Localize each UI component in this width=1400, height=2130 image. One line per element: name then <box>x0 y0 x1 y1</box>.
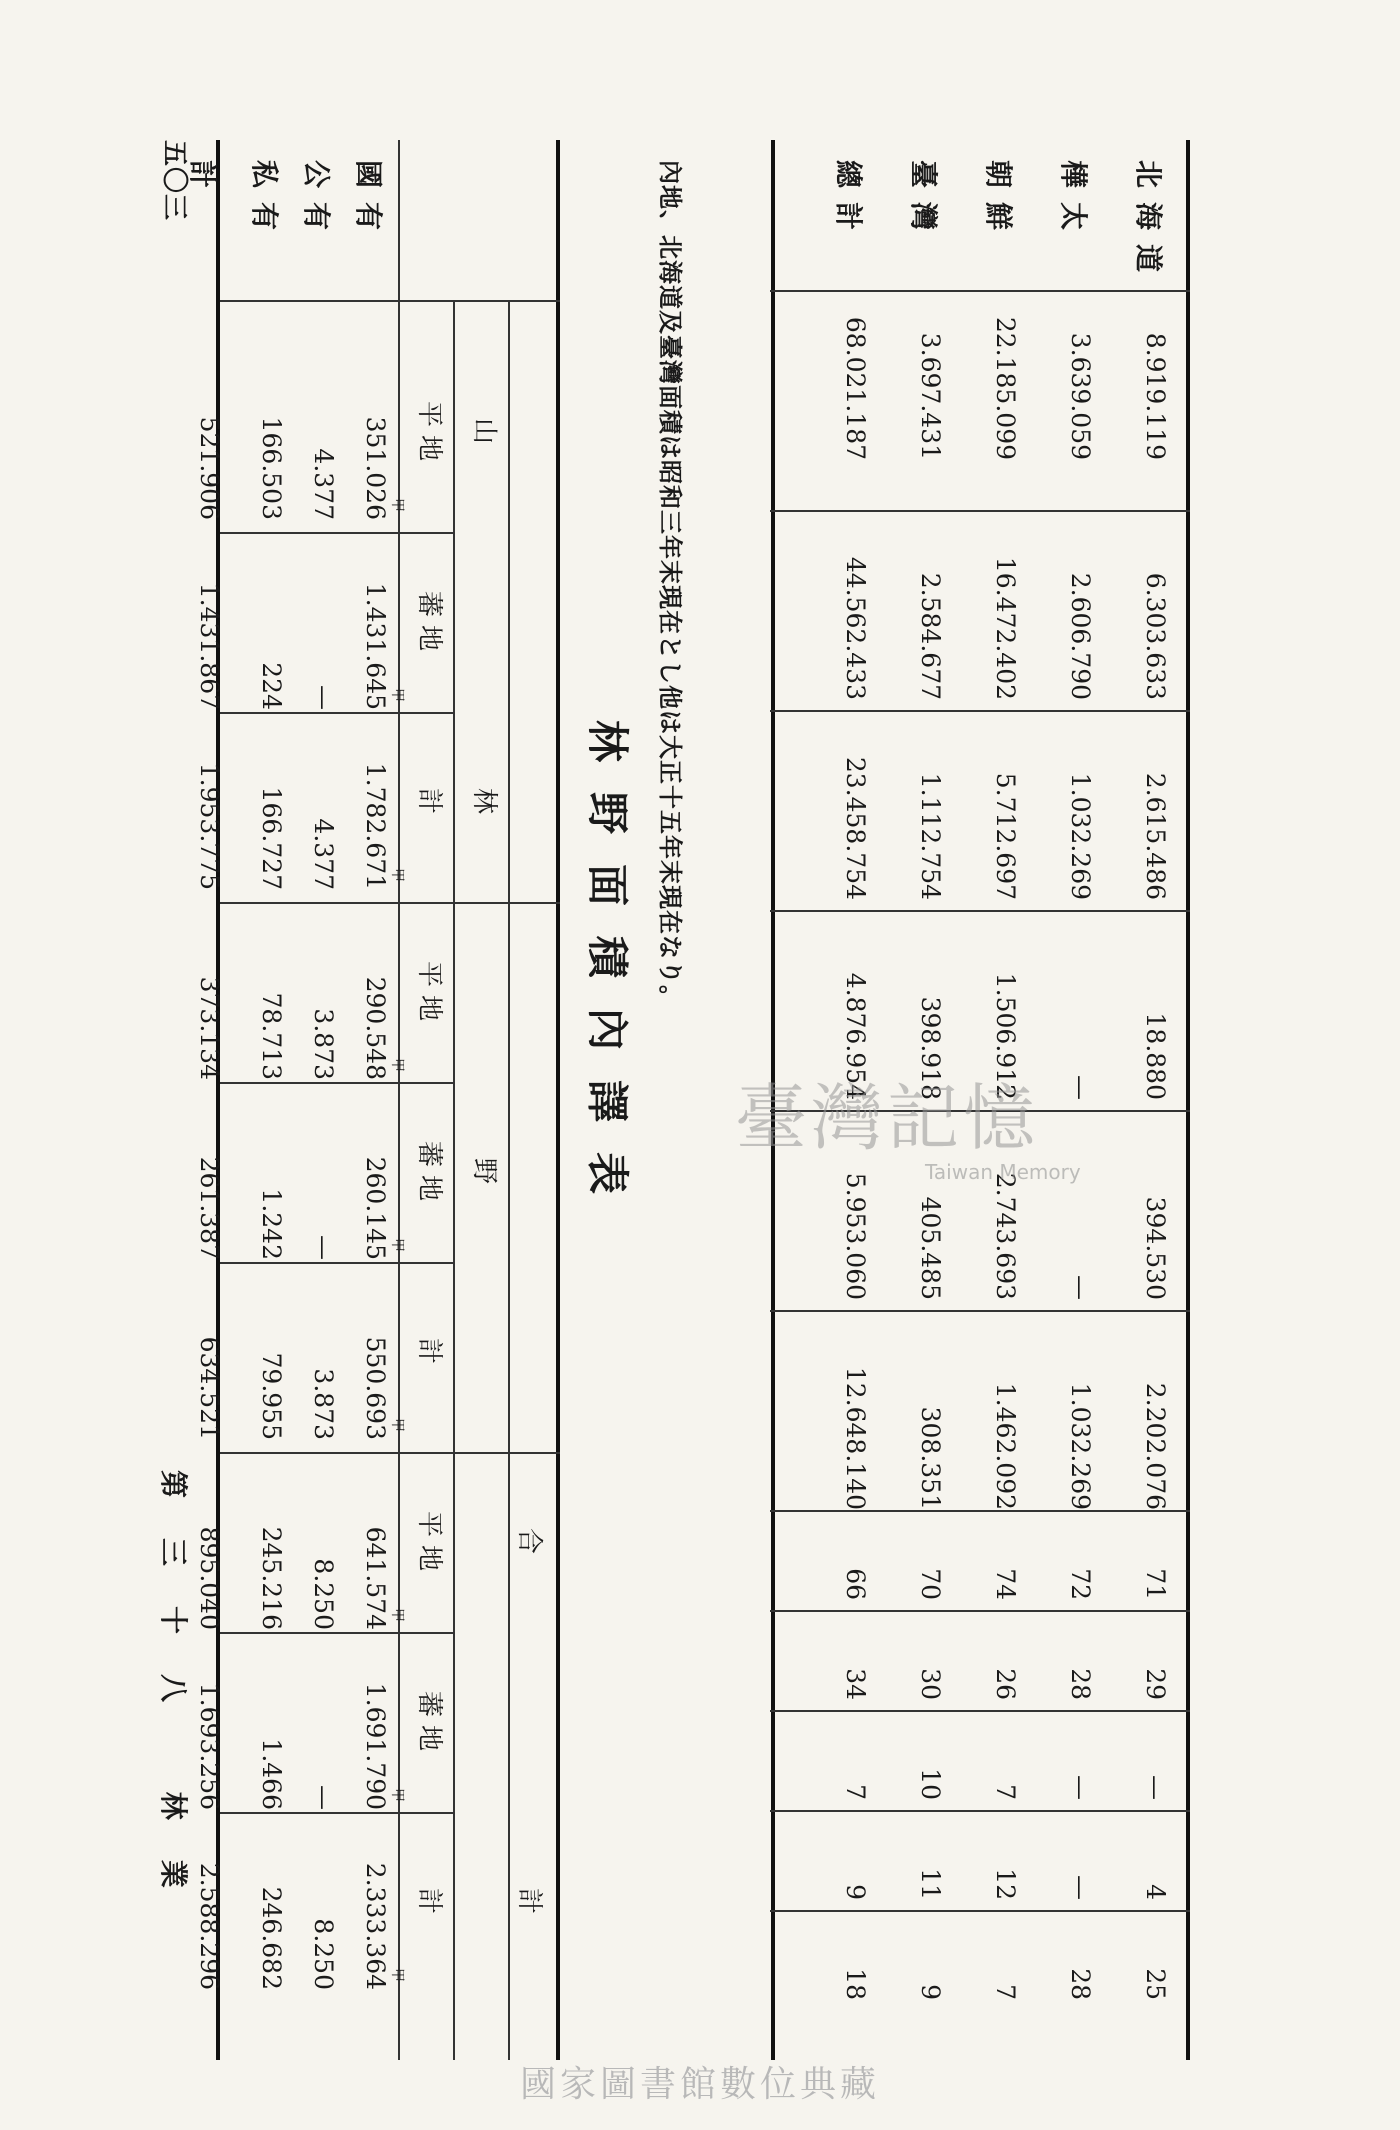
upper-table-note: 內地、北海道及臺灣面積は昭和三年末現在とし他は大正十五年末現在なり。 <box>656 160 685 1010</box>
table-cell: 8.919.119 <box>1141 332 1170 460</box>
table-cell: 224 <box>257 662 286 710</box>
table-cell: 9 <box>916 1984 945 2000</box>
upper-table-divider <box>770 1910 1190 1912</box>
table-cell: 7 <box>991 1784 1020 1800</box>
page-number: 五〇三 <box>159 140 189 222</box>
table-cell: 79.955 <box>257 1352 286 1440</box>
table-cell: 1.782.671 <box>361 762 390 890</box>
table-cell: 290.548 <box>361 976 390 1080</box>
table-cell: 78.713 <box>257 992 286 1080</box>
table-cell: 2.333.364 <box>361 1862 390 1990</box>
table-cell: — <box>309 685 338 710</box>
table-cell: 1.506.912 <box>991 972 1020 1100</box>
table-cell: 28 <box>1066 1968 1095 2000</box>
table-cell: 634.521 <box>195 1336 224 1440</box>
upper-table-divider <box>770 1710 1190 1712</box>
table-cell: 34 <box>841 1668 870 1700</box>
table-cell: 641.574 <box>361 1526 390 1630</box>
table-cell: 1.431.645 <box>361 582 390 710</box>
row-label: 計 <box>186 160 219 203</box>
lower-table-header-rule <box>454 300 456 2060</box>
watermark-subtext: Taiwan Memory <box>925 1160 1081 1184</box>
table-cell: — <box>1066 1775 1095 1800</box>
table-cell: 8.250 <box>309 1918 338 1990</box>
upper-table-divider <box>770 1310 1190 1312</box>
table-cell: 12.648.140 <box>841 1366 870 1510</box>
table-cell: 3.697.431 <box>916 332 945 460</box>
upper-table-divider <box>770 290 1190 292</box>
table-cell: 68.021.187 <box>841 316 870 460</box>
table-cell: 12 <box>991 1868 1020 1900</box>
table-cell: 895.040 <box>195 1526 224 1630</box>
table-cell: 1.032.269 <box>1066 772 1095 900</box>
group-header: 合 <box>514 1527 544 1562</box>
table-cell: 30 <box>916 1668 945 1700</box>
group-header: 林 <box>469 787 499 822</box>
unit-mark: 甲 <box>389 1608 405 1622</box>
table-cell: 246.682 <box>257 1886 286 1990</box>
upper-table-divider <box>770 510 1190 512</box>
table-cell: 70 <box>916 1568 945 1600</box>
lower-table-divider <box>220 1632 455 1634</box>
table-cell: 1.431.867 <box>195 582 224 710</box>
table-cell: 394.530 <box>1141 1196 1170 1300</box>
table-cell: 8.250 <box>309 1558 338 1630</box>
sub-header: 計 <box>414 1337 444 1372</box>
row-label: 朝鮮 <box>982 160 1015 245</box>
table-cell: 44.562.433 <box>841 556 870 700</box>
table-cell: 166.727 <box>257 786 286 890</box>
footer-caption: 國家圖書館數位典藏 <box>519 2064 880 2105</box>
unit-mark: 甲 <box>389 1788 405 1802</box>
table-cell: 550.693 <box>361 1336 390 1440</box>
table-cell: 1.953.775 <box>195 762 224 890</box>
watermark-logo: 臺灣記憶 <box>735 1076 1040 1160</box>
table-cell: 2.202.076 <box>1141 1382 1170 1510</box>
table-cell: 1.462.092 <box>991 1382 1020 1510</box>
row-label: 北海道 <box>1132 160 1165 287</box>
table-cell: — <box>1066 1275 1095 1300</box>
sub-header: 平地 <box>414 400 444 469</box>
table-cell: 3.873 <box>309 1008 338 1080</box>
table-cell: 66 <box>841 1568 870 1600</box>
sub-header: 蕃地 <box>414 1140 444 1209</box>
sub-header: 計 <box>414 787 444 822</box>
table-cell: 2.606.790 <box>1066 572 1095 700</box>
table-cell: 166.503 <box>257 416 286 520</box>
sub-header: 蕃地 <box>414 590 444 659</box>
lower-table-top-rule <box>556 140 560 2060</box>
lower-table-divider <box>220 902 560 904</box>
table-cell: 9 <box>841 1884 870 1900</box>
table-cell: 28 <box>1066 1668 1095 1700</box>
lower-table-header-rule <box>399 140 401 2060</box>
table-cell: 2.588.296 <box>195 1862 224 1990</box>
table-cell: 74 <box>991 1568 1020 1600</box>
table-cell: 2.743.693 <box>991 1172 1020 1300</box>
table-cell: 6.303.633 <box>1141 572 1170 700</box>
table-cell: — <box>1066 1875 1095 1900</box>
unit-mark: 甲 <box>389 1058 405 1072</box>
table-cell: 308.351 <box>916 1406 945 1510</box>
table-cell: 5.953.060 <box>841 1172 870 1300</box>
table-cell: 72 <box>1066 1568 1095 1600</box>
row-label: 樺太 <box>1057 160 1090 245</box>
row-label: 公有 <box>300 160 333 245</box>
table-cell: — <box>309 1785 338 1810</box>
rotated-page <box>110 120 1210 2070</box>
table-cell: 10 <box>916 1768 945 1800</box>
upper-table-divider <box>770 1510 1190 1512</box>
group-header: 計 <box>514 1887 544 1922</box>
table-cell: 18 <box>841 1968 870 2000</box>
table-cell: 1.693.256 <box>195 1682 224 1810</box>
row-label: 國有 <box>352 160 385 245</box>
unit-mark: 甲 <box>389 868 405 882</box>
sub-header: 平地 <box>414 960 444 1029</box>
sub-header: 平地 <box>414 1510 444 1579</box>
chapter-header: 第三十八 林業 <box>157 1470 190 1928</box>
upper-table-divider <box>770 1610 1190 1612</box>
lower-table-title: 林野面積內譯表 <box>583 720 632 1225</box>
table-cell: 2.584.677 <box>916 572 945 700</box>
upper-table-divider <box>770 710 1190 712</box>
sub-header: 計 <box>414 1887 444 1922</box>
table-cell: 71 <box>1141 1568 1170 1600</box>
lower-table-divider <box>220 712 455 714</box>
unit-mark: 甲 <box>389 1968 405 1982</box>
table-cell: 25 <box>1141 1968 1170 2000</box>
table-cell: 261.387 <box>195 1156 224 1260</box>
table-cell: 1.466 <box>257 1738 286 1810</box>
table-cell: 373.134 <box>195 976 224 1080</box>
lower-table-divider <box>220 1262 455 1264</box>
table-cell: 4 <box>1141 1884 1170 1900</box>
table-cell: 4.377 <box>309 818 338 890</box>
group-header: 野 <box>469 1157 499 1192</box>
table-cell: 398.918 <box>916 996 945 1100</box>
table-cell: 11 <box>916 1868 945 1900</box>
group-header: 山 <box>469 417 499 452</box>
lower-table-divider <box>220 1082 455 1084</box>
unit-mark: 甲 <box>389 688 405 702</box>
table-cell: — <box>1066 1075 1095 1100</box>
table-cell: 23.458.754 <box>841 756 870 900</box>
table-cell: 22.185.099 <box>991 316 1020 460</box>
row-label: 私有 <box>248 160 281 245</box>
row-label: 總計 <box>832 160 865 245</box>
lower-table-divider <box>220 532 455 534</box>
sub-header: 蕃地 <box>414 1690 444 1759</box>
unit-mark: 甲 <box>389 1418 405 1432</box>
table-cell: — <box>1141 1775 1170 1800</box>
table-cell: 1.112.754 <box>916 772 945 900</box>
table-cell: 1.691.790 <box>361 1682 390 1810</box>
unit-mark: 甲 <box>389 498 405 512</box>
upper-table-divider <box>770 1810 1190 1812</box>
table-cell: — <box>309 1235 338 1260</box>
table-cell: 260.145 <box>361 1156 390 1260</box>
table-cell: 1.032.269 <box>1066 1382 1095 1510</box>
lower-table-divider <box>220 1452 560 1454</box>
table-cell: 4.876.954 <box>841 972 870 1100</box>
table-cell: 5.712.697 <box>991 772 1020 900</box>
table-cell: 7 <box>991 1984 1020 2000</box>
table-cell: 7 <box>841 1784 870 1800</box>
table-cell: 245.216 <box>257 1526 286 1630</box>
upper-table-top-rule <box>1186 140 1190 2060</box>
table-cell: 351.026 <box>361 416 390 520</box>
table-cell: 16.472.402 <box>991 556 1020 700</box>
lower-table-header-rule <box>509 300 511 2060</box>
table-cell: 4.377 <box>309 448 338 520</box>
table-cell: 29 <box>1141 1668 1170 1700</box>
table-cell: 18.880 <box>1141 1012 1170 1100</box>
table-cell: 3.873 <box>309 1368 338 1440</box>
table-cell: 521.906 <box>195 416 224 520</box>
unit-mark: 甲 <box>389 1238 405 1252</box>
upper-table-divider <box>770 910 1190 912</box>
lower-table-divider <box>220 1812 455 1814</box>
table-cell: 2.615.486 <box>1141 772 1170 900</box>
table-cell: 3.639.059 <box>1066 332 1095 460</box>
table-cell: 405.485 <box>916 1196 945 1300</box>
table-cell: 26 <box>991 1668 1020 1700</box>
row-label: 臺灣 <box>907 160 940 245</box>
table-cell: 1.242 <box>257 1188 286 1260</box>
